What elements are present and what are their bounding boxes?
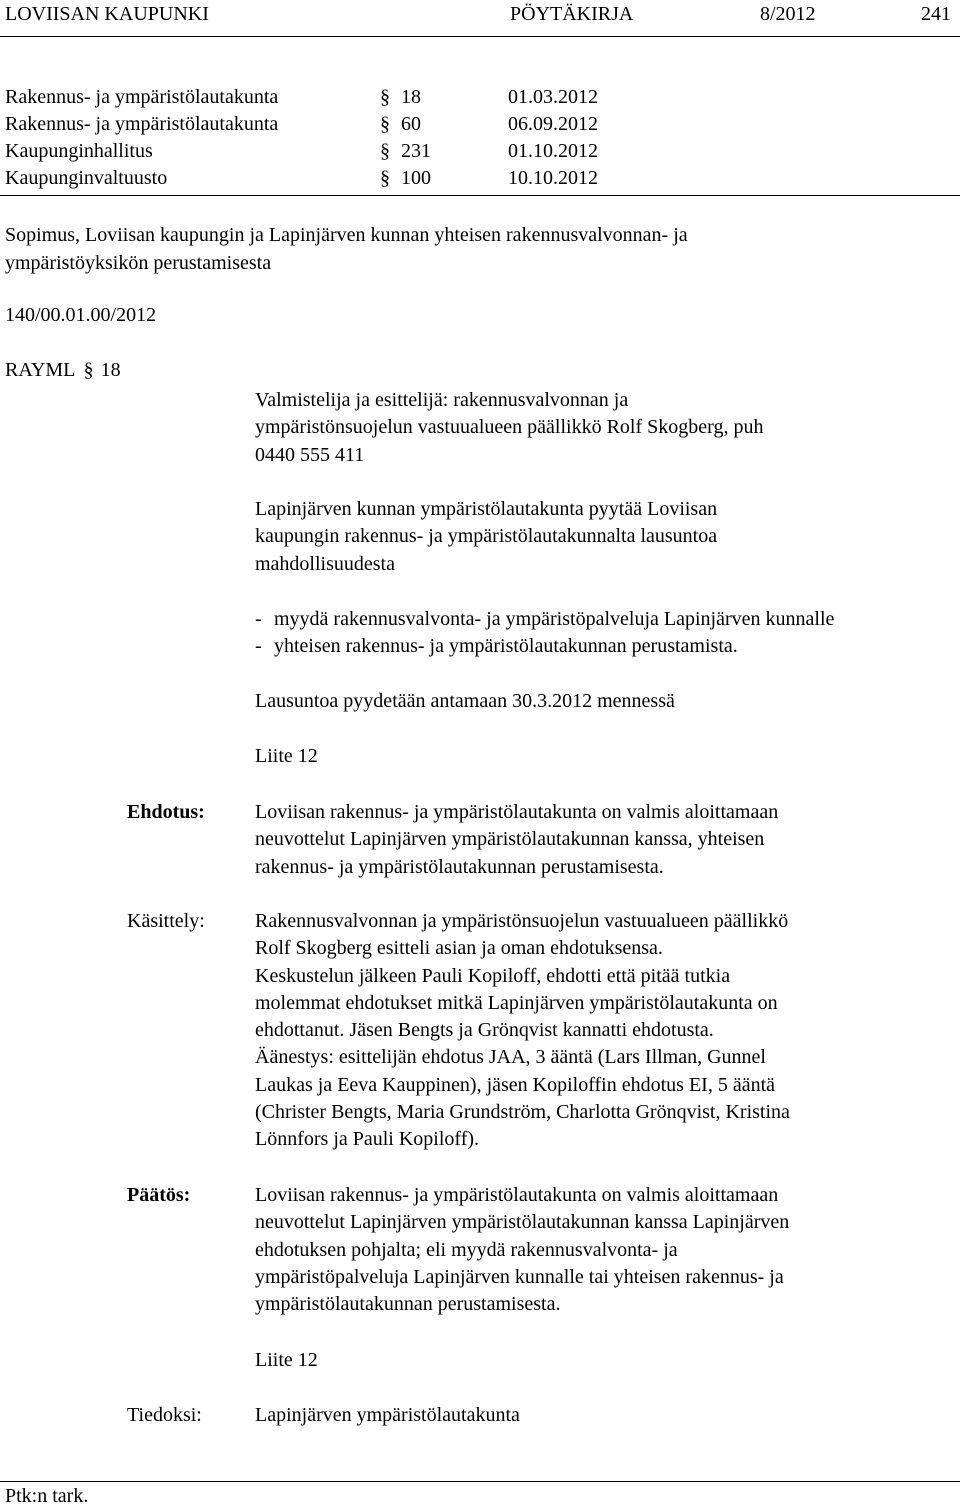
section-sign: § [380,140,390,162]
attachment-reference: Liite 12 [255,1349,318,1371]
text-line: mahdollisuudesta [255,552,395,575]
bullet-list [255,606,945,661]
item-number: 18 [100,359,121,381]
session-number: 18 [401,86,421,108]
list-item [255,606,945,633]
deadline-text: Lausuntoa pyydetään antamaan 30.3.2012 mennessä [255,690,675,712]
text-line: Lapinjärven kunnan ympäristölautakunta pyytää Loviisan [255,498,718,520]
city-name: LOVIISAN KAUPUNKI [5,3,209,25]
sessions-divider [0,195,960,196]
section-sign: § [380,113,390,135]
text-line: Loviisan rakennus- ja ympäristölautakunta on valmis aloittamaan [255,1184,779,1206]
section-sign: § [83,359,94,381]
decision-label: Päätös: [127,1184,191,1206]
attachment-reference: Liite 12 [255,745,318,767]
text-line: Laukas ja Eeva Kauppinen), jäsen Kopiloffin ehdotus EI, 5 ääntä [255,1073,776,1096]
footer-text: Ptk:n tark. [5,1485,89,1507]
list-item [255,633,945,660]
bullet-dash: - [255,608,262,630]
header-divider [0,36,960,37]
text-line: neuvottelut Lapinjärven ympäristölautakunnan kanssa Lapinjärven [255,1211,790,1234]
info-label: Tiedoksi: [127,1404,202,1426]
document-number: 8/2012 [760,3,816,25]
section-sign: § [380,86,390,108]
subject-title [5,222,688,277]
info-text: Lapinjärven ympäristölautakunta [255,1404,520,1426]
preparer-info [255,387,945,469]
subject-line: Sopimus, Loviisan kaupungin ja Lapinjärven kunnan yhteisen rakennusvalvonnan- ja [5,224,688,246]
item-reference [5,359,121,382]
proposal-text [255,799,945,881]
session-body: Rakennus- ja ympäristölautakunta [5,113,279,135]
session-date: 10.10.2012 [508,167,598,189]
bullet-text: yhteisen rakennus- ja ympäristölautakunnan perustamista. [274,635,738,658]
session-body: Rakennus- ja ympäristölautakunta [5,86,279,108]
text-line: molemmat ehdotukset mitkä Lapinjärven ympäristölautakunta on [255,991,778,1014]
text-line: (Christer Bengts, Maria Grundström, Charlotta Grönqvist, Kristina [255,1101,790,1124]
text-line: Rakennusvalvonnan ja ympäristönsuojelun vastuualueen päällikkö [255,910,789,932]
text-line: kaupungin rakennus- ja ympäristölautakunnalta lausuntoa [255,525,718,548]
text-line: ympäristönsuojelun vastuualueen päällikkö Rolf Skogberg, puh [255,416,764,439]
handling-text [255,908,945,1154]
item-prefix: RAYML [5,359,75,381]
text-line: Lönnfors ja Pauli Kopiloff). [255,1128,480,1151]
text-line: Äänestys: esittelijän ehdotus JAA, 3 ääntä (Lars Illman, Gunnel [255,1046,766,1069]
text-line: 0440 555 411 [255,443,365,466]
bullet-dash: - [255,635,262,658]
request-paragraph [255,496,945,578]
text-line: Valmistelija ja esittelijä: rakennusvalvonnan ja [255,389,629,411]
text-line: Keskustelun jälkeen Pauli Kopiloff, ehdotti että pitää tutkia [255,964,731,987]
session-body: Kaupunginhallitus [5,140,153,162]
session-date: 01.03.2012 [508,86,598,108]
decision-text [255,1182,945,1318]
text-line: Rolf Skogberg esitteli asian ja oman ehdotuksensa. [255,937,663,960]
section-sign: § [380,167,390,189]
text-line: ehdotuksen pohjalta; eli myydä rakennusvalvonta- ja [255,1238,678,1261]
diary-number: 140/00.01.00/2012 [5,304,157,326]
handling-label: Käsittely: [127,910,205,932]
session-body: Kaupunginvaltuusto [5,167,168,189]
text-line: ympäristöpalveluja Lapinjärven kunnalle tai yhteisen rakennus- ja [255,1265,784,1288]
text-line: ehdottanut. Jäsen Bengts ja Grönqvist kannatti ehdotusta. [255,1019,714,1042]
text-line: rakennus- ja ympäristölautakunnan perustamisesta. [255,855,664,878]
proposal-label: Ehdotus: [127,801,205,823]
text-line: ympäristölautakunnan perustamisesta. [255,1293,561,1316]
session-number: 60 [401,113,421,135]
text-line: Loviisan rakennus- ja ympäristölautakunta on valmis aloittamaan [255,801,779,823]
subject-line: ympäristöyksikön perustamisesta [5,251,272,274]
document-type: PÖYTÄKIRJA [510,3,634,25]
session-date: 01.10.2012 [508,140,598,162]
session-number: 100 [401,167,431,189]
page-number: 241 [921,3,951,25]
text-line: neuvottelut Lapinjärven ympäristölautakunnan kanssa, yhteisen [255,828,765,851]
session-date: 06.09.2012 [508,113,598,135]
bullet-text: myydä rakennusvalvonta- ja ympäristöpalveluja Lapinjärven kunnalle [274,608,835,630]
footer-divider [0,1481,960,1482]
session-number: 231 [401,140,431,162]
